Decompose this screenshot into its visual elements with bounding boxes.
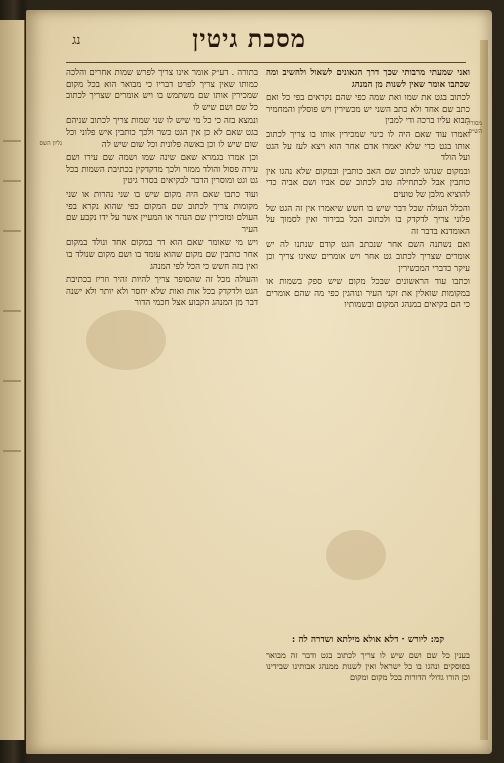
paragraph: ובמקום שנהגו לכתוב שם האב כותבין ובמקום שלא נהגו אין כותבין אבל לכתחילה טוב לכתוב שם אביו ושם אביה כדי להוציא מלבן של טועים [266, 166, 470, 200]
left-margin-notes: גליון השס [39, 140, 62, 147]
paragraph: בתורה . דע״ק אומר אינו צריך לפרש שמות אחרים והלכה כמותו שאין צריך לפרט דבריו כי מבואר הוא בכל מקום שמכירין אותו שם משתמש בו ויש אומרים שצריך לכתוב כל שם ושם שיש לו [66, 68, 258, 113]
intro-paragraph: ואני שמעתי מרבותי שכך דרך הגאונים לשאול ולהשיב ומה שכתבו אומר שאין לשנות מן המנהג [266, 68, 470, 90]
paragraph: ואם נשתנה השם אחר שנכתב הגט קודם שנתנו לה יש אומרים שצריך לכתוב גט אחר ויש אומרים שאינו צריך וכן עיקר כדברי המכשירין [266, 240, 470, 274]
paragraph: והעולה מכל זה שהסופר צריך להיות זהיר וזריז בכתיבת הגט ולדקדק בכל אות ואות שלא יחסר ולא יותר ולא ישנה דבר מן המנהג הקבוע אצל חכמי הדור [66, 275, 258, 309]
right-margin-notes: מסורת הש״ס [466, 120, 482, 135]
previous-page-edge [0, 20, 25, 740]
paragraph: וכן אמרו בגמרא שאם שינה שמו ושמה שם עירו ושם עירה פסול והולד ממזר ולכך מדקדקין בכתיבת השמות בכל גט וגט ומוסרין הדבר לבקיאים בסדר גיטין [66, 153, 258, 187]
section-subheading: קמ: ליורש · דלא אולא מילתא ושדרה לה : [291, 635, 445, 645]
paragraph: ואמרו עוד שאם היה לו כינוי שמכירין אותו בו צריך לכתוב אותו בגט כדי שלא יאמרו אדם אחר הוא ויצא לעז על הגט ועל הולד [266, 129, 470, 164]
paragraph: ועוד כתבו שאם היה מקום שיש בו שני נהרות או שני מקומות צריך לכתוב שם המקום כפי שהוא נקרא בפי העולם ומזכירין שם הנהר או המעיין אשר על ידו נקבע שם העיר [66, 189, 258, 235]
page-number: נג [72, 33, 81, 48]
paragraph: לכתוב בגט את שמו ואת שמה כפי שהם נקראים בפי כל ואם כתב שם אחד ולא כתב השני יש מכשירין ויש פוסלין והמחמיר תבוא עליו ברכה ודי למבין [266, 93, 470, 127]
tractate-title: מסכת גיטין [192, 24, 306, 53]
paragraph: ונמצא בזה כי כל מי שיש לו שני שמות צריך לכתוב שניהם בגט שאם לא כן אין הגט כשר ולכך כותבין איש פלוני וכל שום שיש לו וכן באשה פלונית וכל שום שיש לה [66, 116, 258, 150]
paragraph: והכלל העולה שכל דבר שיש בו חשש שיאמרו אין זה הגט של פלוני צריך לדקדק בו ולכתוב הכל בבירור ואין לסמוך על האומדנא בדבר זה [266, 203, 470, 237]
paragraph: וכתבו עוד הראשונים שבכל מקום שיש ספק בשמות או במקומות שואלין את זקני העיר ונוהגין כפי מה שהם אומרים כי הם בקיאים במנהג המקום ובשמותיו [266, 277, 470, 311]
closing-paragraph: בענין כל שם ושם שיש לו צריך לכתוב בגט ודבר זה מבואר בפוסקים ונהגו בו כל ישראל ואין לשנות ממנהג אבותינו שבידינו וכן הורו גדולי הדורות בכל מקום ומקום [266, 650, 470, 682]
book-page [26, 10, 492, 754]
commentary-column-right [266, 68, 470, 698]
header-rule [66, 62, 466, 63]
paragraph: ויש מי שאומר שאם הוא דר במקום אחד ונולד במקום אחר כותבין שם מקום שהוא עומד בו ושם מקום שנולד בו ואין בזה חשש כי הכל לפי המנהג [66, 238, 258, 272]
page-header [56, 18, 456, 58]
commentary-column-left [66, 68, 258, 698]
